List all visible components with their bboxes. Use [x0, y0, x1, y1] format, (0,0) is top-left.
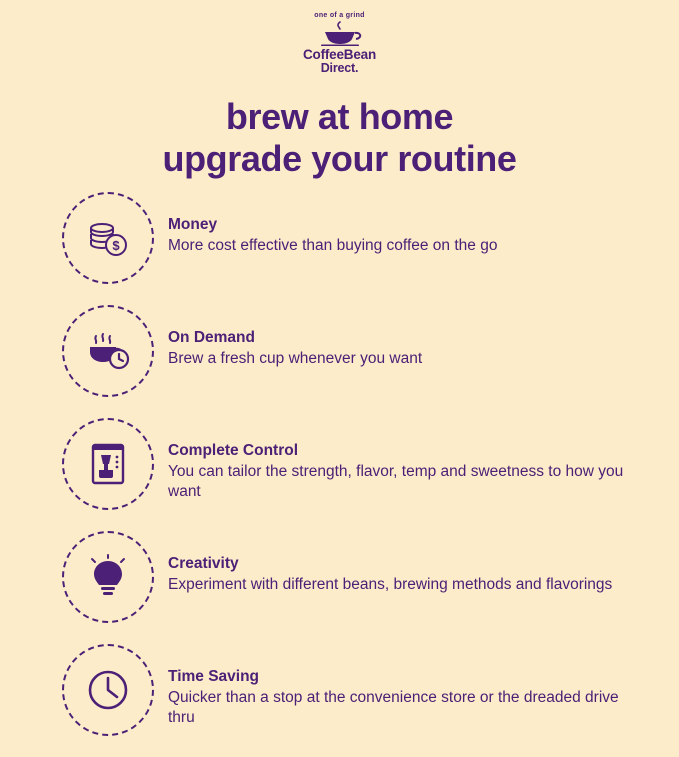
benefit-description: Experiment with different beans, brewing methods and flavorings: [168, 576, 613, 594]
benefit-description: You can tailor the strength, flavor, temp and sweetness to how you want: [168, 463, 624, 500]
benefit-description: Brew a fresh cup whenever you want: [168, 350, 423, 368]
benefit-text: [154, 192, 497, 256]
list-item: [62, 192, 639, 284]
brand-logo: [0, 12, 679, 75]
benefit-title: Complete Control: [168, 442, 299, 459]
benefit-icon-badge: [62, 305, 154, 397]
list-item: [62, 418, 639, 510]
benefit-icon-badge: [62, 192, 154, 284]
benefits-list: [62, 192, 639, 757]
brand-name-line2: Direct.: [320, 61, 359, 76]
list-item: [62, 644, 639, 736]
headline-line-1: brew at home: [225, 96, 454, 137]
list-item: [62, 531, 639, 623]
benefit-icon-badge: [62, 531, 154, 623]
benefit-text: [154, 531, 612, 595]
page-title: [0, 96, 679, 181]
benefit-text: [154, 644, 638, 728]
lightbulb-icon: [85, 554, 131, 600]
benefit-text: [154, 305, 422, 369]
list-item: [62, 305, 639, 397]
benefit-icon-badge: [62, 644, 154, 736]
coffee-maker-icon: [86, 441, 130, 487]
benefit-description: Quicker than a stop at the convenience store or the dreaded drive thru: [168, 689, 619, 726]
brand-name: [303, 48, 376, 75]
benefit-icon-badge: [62, 418, 154, 510]
coffee-cup-icon: [313, 20, 367, 46]
benefit-text: [154, 418, 638, 502]
headline-line-2: upgrade your routine: [162, 138, 517, 180]
svg-text:$: $: [112, 238, 120, 253]
benefit-title: Time Saving: [168, 668, 260, 685]
benefit-title: Money: [168, 216, 218, 233]
benefit-title: On Demand: [168, 329, 255, 346]
brand-tagline: one of a grind: [314, 12, 365, 19]
steaming-cup-clock-icon: [85, 328, 131, 374]
benefit-title: Creativity: [168, 555, 239, 572]
clock-icon: [85, 667, 131, 713]
brand-name-line1: CoffeeBean: [302, 47, 376, 62]
benefit-description: More cost effective than buying coffee on the go: [168, 237, 498, 255]
coins-money-icon: [85, 215, 131, 261]
